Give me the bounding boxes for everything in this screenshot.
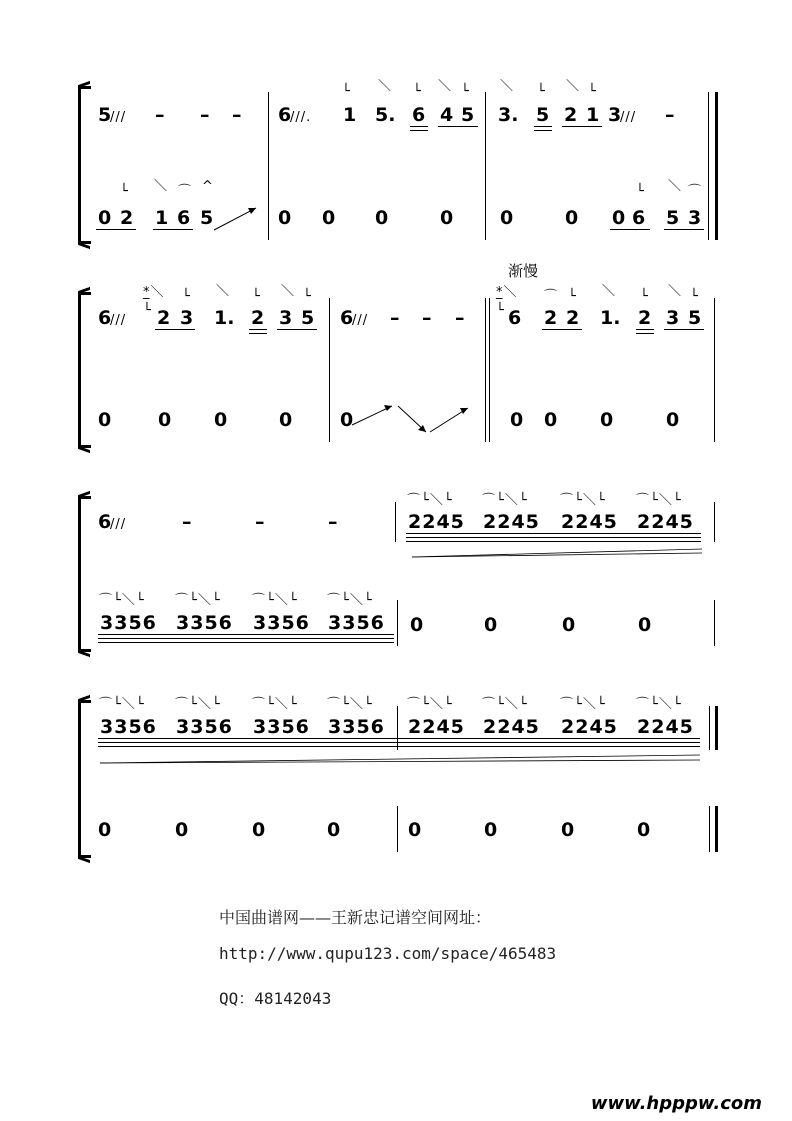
- dash: –: [665, 104, 675, 126]
- note: 4: [440, 104, 454, 126]
- note: 5: [536, 104, 550, 126]
- note: 0: [408, 819, 422, 841]
- articulation-group: ⌒└＼└: [99, 593, 145, 608]
- tempo-marking: 渐慢: [508, 262, 539, 280]
- note: 2: [251, 307, 265, 329]
- note-group: 3356: [176, 716, 233, 738]
- articulation-group: ⌒└＼└: [482, 493, 528, 508]
- articulation-mark: └: [461, 84, 470, 99]
- note: 0: [637, 819, 651, 841]
- articulation-group: ⌒└＼└: [252, 593, 298, 608]
- note: 2: [638, 307, 652, 329]
- note: 3: [608, 104, 622, 126]
- note: 0: [600, 409, 614, 431]
- note-group: 3356: [176, 612, 233, 634]
- tremolo-mark: ///: [110, 110, 127, 125]
- articulation-mark: ＼: [281, 284, 296, 299]
- note: 2: [566, 307, 580, 329]
- note: 5: [688, 307, 702, 329]
- slur-mark: ⌒: [544, 289, 559, 304]
- note: 6: [177, 207, 191, 229]
- articulation-group: ⌒└＼└: [407, 697, 453, 712]
- note: 0: [214, 409, 228, 431]
- articulation-mark: ＼: [216, 284, 231, 299]
- note: 2: [157, 307, 171, 329]
- note: 0: [98, 207, 112, 229]
- note: 3.: [498, 104, 519, 126]
- space-url[interactable]: http://www.qupu123.com/space/465483: [219, 944, 557, 963]
- dash: –: [182, 511, 192, 533]
- note: 3: [279, 307, 293, 329]
- note: 1.: [214, 307, 235, 329]
- articulation-group: ⌒└＼└: [175, 593, 221, 608]
- articulation-mark: └: [588, 84, 597, 99]
- tremolo-mark: ///: [620, 110, 637, 125]
- note: 6: [632, 207, 646, 229]
- note: 0: [484, 819, 498, 841]
- note: 0: [98, 819, 112, 841]
- note: 2: [544, 307, 558, 329]
- note: 0: [252, 819, 266, 841]
- note: 0: [340, 409, 354, 431]
- note: 0: [410, 614, 424, 636]
- tremolo-mark: ///: [110, 313, 127, 328]
- note: 1: [343, 104, 357, 126]
- note: 6: [412, 104, 426, 126]
- accent-mark: ^: [202, 179, 214, 194]
- note-group: 2245: [561, 716, 618, 738]
- note: 0: [327, 819, 341, 841]
- dash: –: [255, 511, 265, 533]
- articulation-mark: ＼: [566, 79, 581, 94]
- note: 5: [200, 207, 214, 229]
- note: 2: [120, 207, 134, 229]
- dash: –: [200, 104, 210, 126]
- note: 0: [484, 614, 498, 636]
- articulation-group: ⌒└＼└: [407, 493, 453, 508]
- note: 5: [301, 307, 315, 329]
- note: 5.: [375, 104, 396, 126]
- articulation-mark: ＼: [378, 79, 393, 94]
- articulation-mark: ＼: [438, 79, 453, 94]
- note: 3: [666, 307, 680, 329]
- articulation-mark: └: [303, 289, 312, 304]
- note: 6: [340, 307, 354, 329]
- site-credit: 中国曲谱网——王新忠记谱空间网址：: [219, 908, 492, 927]
- note: 0: [175, 819, 189, 841]
- note: 6: [98, 307, 112, 329]
- note: 1.: [600, 307, 621, 329]
- dash: –: [455, 307, 465, 329]
- note: 0: [500, 207, 514, 229]
- articulation-mark: └: [690, 289, 699, 304]
- note-group: 2245: [483, 511, 540, 533]
- tremolo-mark: ///: [352, 313, 369, 328]
- articulation-mark: └: [120, 184, 129, 199]
- ornament-mark: *̲＼: [496, 285, 518, 300]
- note: 0: [158, 409, 172, 431]
- articulation-group: ⌒└＼└: [636, 493, 682, 508]
- articulation-group: ⌒└＼└: [99, 697, 145, 712]
- articulation-mark: └: [342, 84, 351, 99]
- note: 1: [586, 104, 600, 126]
- articulation-mark: ＼: [500, 79, 515, 94]
- note-group: 3356: [253, 612, 310, 634]
- note-group: 2245: [408, 716, 465, 738]
- articulation-mark: └: [568, 289, 577, 304]
- note-group: 3356: [100, 612, 157, 634]
- note-group: 2245: [561, 511, 618, 533]
- articulation-mark: └: [496, 303, 505, 318]
- articulation-mark: └: [636, 184, 645, 199]
- note: 6: [508, 307, 522, 329]
- articulation-mark: └: [252, 289, 261, 304]
- note-group: 2245: [637, 511, 694, 533]
- note: 0: [544, 409, 558, 431]
- note: 0: [612, 207, 626, 229]
- dash: –: [390, 307, 400, 329]
- articulation-mark: └: [182, 289, 191, 304]
- articulation-group: ⌒└＼└: [327, 593, 373, 608]
- articulation-group: ⌒└＼└: [636, 697, 682, 712]
- articulation-mark: ＼: [602, 284, 617, 299]
- articulation-mark: └: [143, 303, 152, 318]
- note: 3: [180, 307, 194, 329]
- note-group: 2245: [483, 716, 540, 738]
- note: 0: [666, 409, 680, 431]
- articulation-mark: ＼: [668, 179, 683, 194]
- qq-number: QQ：48142043: [219, 989, 332, 1008]
- note: 6: [98, 511, 112, 533]
- note: 3: [688, 207, 702, 229]
- note: 0: [562, 614, 576, 636]
- dash: –: [232, 104, 242, 126]
- note-group: 3356: [253, 716, 310, 738]
- slur-mark: ⌒: [178, 184, 193, 199]
- articulation-mark: ＼: [668, 284, 683, 299]
- note: 0: [375, 207, 389, 229]
- note: 1: [155, 207, 169, 229]
- note: 0: [510, 409, 524, 431]
- note: 0: [278, 207, 292, 229]
- tremolo-mark: ///.: [290, 110, 312, 125]
- articulation-mark: └: [413, 84, 422, 99]
- note: 0: [440, 207, 454, 229]
- articulation-group: ⌒└＼└: [175, 697, 221, 712]
- note-group: 2245: [637, 716, 694, 738]
- note-group: 3356: [100, 716, 157, 738]
- articulation-group: ⌒└＼└: [252, 697, 298, 712]
- note-group: 3356: [328, 612, 385, 634]
- note: 2: [564, 104, 578, 126]
- tremolo-mark: ///: [110, 517, 127, 532]
- articulation-mark: └: [640, 289, 649, 304]
- dash: –: [155, 104, 165, 126]
- dash: –: [328, 511, 338, 533]
- articulation-mark: └: [537, 84, 546, 99]
- articulation-group: ⌒└＼└: [327, 697, 373, 712]
- slur-mark: ⌒: [688, 184, 703, 199]
- articulation-group: ⌒└＼└: [560, 697, 606, 712]
- dash: –: [422, 307, 432, 329]
- note-group: 3356: [328, 716, 385, 738]
- articulation-group: ⌒└＼└: [560, 493, 606, 508]
- note: 0: [279, 409, 293, 431]
- note: 5: [98, 104, 112, 126]
- note-group: 2245: [408, 511, 465, 533]
- watermark: www.hpppw.com: [590, 1093, 762, 1114]
- note: 0: [638, 614, 652, 636]
- ornament-mark: *̲＼: [143, 285, 165, 300]
- note: 6: [278, 104, 292, 126]
- note: 0: [98, 409, 112, 431]
- articulation-group: ⌒└＼└: [482, 697, 528, 712]
- articulation-mark: ＼: [154, 179, 169, 194]
- note: 0: [565, 207, 579, 229]
- note: 0: [322, 207, 336, 229]
- note: 0: [561, 819, 575, 841]
- note: 5: [461, 104, 475, 126]
- note: 5: [666, 207, 680, 229]
